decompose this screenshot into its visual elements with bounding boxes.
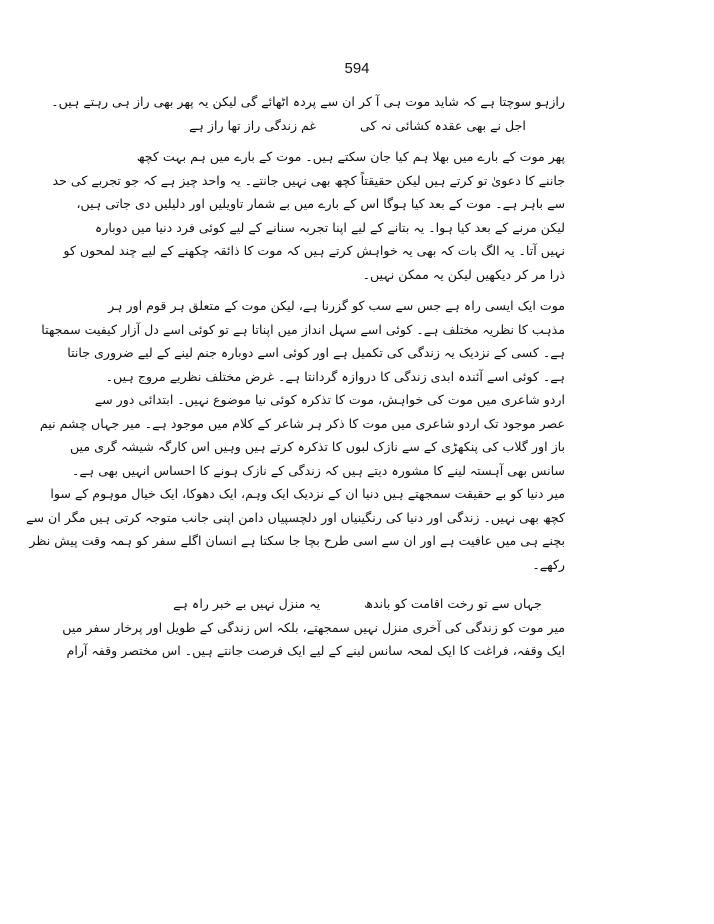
couplet-verse	[150, 592, 565, 616]
text-line: ہے۔ کسی کے نزدیک یہ زندگی کی تکمیل ہے اور کوئی اسے دوبارہ جنم لینے کے لیے ضروری جانتا	[67, 345, 565, 360]
paragraph	[26, 388, 565, 576]
couplet-second-hemistich: یہ منزل نہیں بے خبر راہ ہے	[173, 596, 321, 611]
text-line: رازہو سوچتا ہے کہ شاید موت ہی آ کر ان سے پردہ اٹھائے گی لیکن یہ پھر بھی راز ہی رہتے ہیں۔	[51, 94, 565, 109]
text-line: میر دنیا کو بے حقیقت سمجھتے ہیں دنیا ان کے نزدیک ایک وہم، ایک دھوکا، ایک خیال موہوم کے سوا	[50, 486, 565, 501]
text-line: جاننے کا دعویٰ تو کرتے ہیں لیکن حقیقتاً کچھ بھی نہیں جانتے۔ یہ واحد چیز ہے کہ جو تجربے کی حد	[52, 172, 565, 188]
text-line: نہیں آتا۔ یہ الگ بات کہ بھی یہ خواہش کرتے ہیں کہ موت کا ذائقہ چکھنے کے لیے چند لمحوں کو	[63, 243, 565, 258]
text-line: پھر موت کے بارے میں بھلا ہم کیا جان سکتے ہیں۔ موت کے بارے میں ہم بہت کچھ	[136, 149, 565, 164]
text-line: ہے۔ کوئی اسے آئندہ ابدی زندگی کا دروازہ گردانتا ہے۔ غرض مختلف نظریے مروج ہیں۔	[105, 368, 565, 384]
couplet-first-hemistich: جہاں سے تو رخت اقامت کو باندھ	[364, 596, 542, 611]
text-line: باز اور گلاب کی پنکھڑی کے سے نازک لبوں کا تذکرہ کرتے ہیں وہیں اس کارگہ شیشہ گری میں	[69, 439, 565, 454]
couplet-second-hemistich: غم زندگی راز تھا راز ہے	[189, 117, 317, 133]
text-line: کچھ بھی نہیں۔ زندگی اور دنیا کی رنگینیاں اور دلچسپیاں دامن اپنی جانب متوجہ کرتی ہیں مگر ان سے	[26, 509, 565, 525]
couplet-verse	[150, 114, 565, 138]
page-number: 594	[344, 60, 370, 77]
text-line: ذرا مر کر دیکھیں لیکن یہ ممکن نہیں۔	[362, 266, 565, 282]
text-line: ایک وقفہ، فراغت کا ایک لمحہ سانس لینے کے لیے ایک فرصت جانتے ہیں۔ اس مختصر وقفہ آرام	[66, 643, 565, 658]
text-line: میر موت کو زندگی کی آخری منزل نہیں سمجھتے، بلکہ اس زندگی کے طویل اور پرخار سفر میں	[62, 619, 565, 635]
text-line: موت ایک ایسی راہ ہے جس سے سب کو گزرنا ہے، لیکن موت کے متعلق ہر قوم اور ہر	[108, 298, 565, 313]
text-line: اردو شاعری میں موت کی خواہش، موت کا تذکرہ کوئی نیا موضوع نہیں۔ ابتدائی دور سے	[94, 392, 565, 407]
text-line: رکھے۔	[532, 556, 565, 572]
paragraph	[62, 616, 565, 663]
text-line: سے باہر ہے۔ موت کے بعد کیا ہوگا اس کے بارے میں بے شمار تاویلیں اور دلیلیں دی جاتی ہیں،	[76, 196, 565, 211]
text-line: مذہب کا نظریہ مختلف ہے۔ کوئی اسے سہل انداز میں اپناتا ہے تو کوئی اسے دل آزار کیفیت سمجھتا	[41, 321, 565, 337]
text-line: سانس بھی آہستہ لینے کا مشورہ دیتے ہیں کہ زندگی کے نازک ہونے کا احساس انہیں بھی ہے۔	[72, 462, 565, 478]
text-line: عصر موجود تک اردو شاعری میں موت کا ذکر ہر شاعر کے کلام میں موجود ہے۔ میر جہاں چشم نیم	[39, 415, 565, 431]
paragraph	[41, 294, 565, 388]
text-line: لیکن مرنے کے بعد کیا ہوا۔ یہ بتانے کے لیے اپنا تجربہ سنانے کے لیے کوئی فرد دنیا میں دوبارہ	[94, 219, 565, 235]
couplet-first-hemistich: اجل نے بھی عقدہ کشائی نہ کی	[360, 117, 526, 133]
urdu-text-body	[26, 90, 565, 663]
paragraph	[52, 145, 565, 286]
text-line: بچنے ہی میں عافیت ہے اور ان سے اسی طرح بچا جا سکتا ہے انسان اگلے سفر کو ہمہ وقت پیش نظر	[29, 533, 565, 548]
